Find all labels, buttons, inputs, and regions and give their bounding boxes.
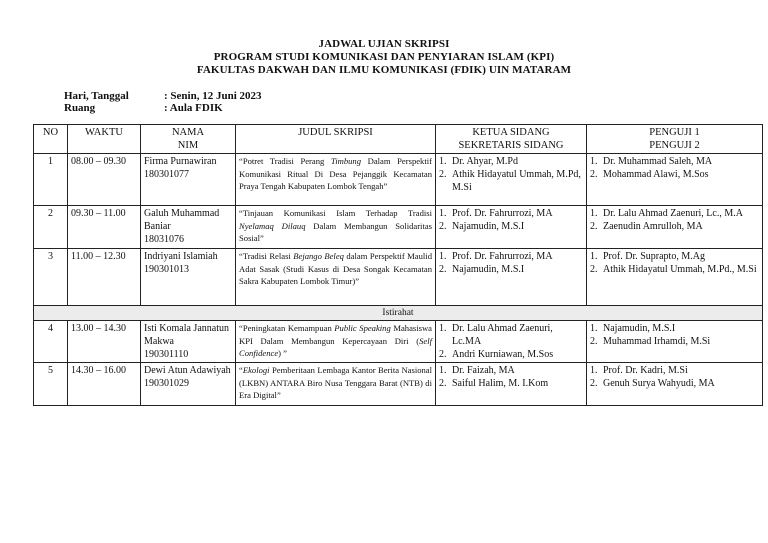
list-number: 2. [590,221,598,232]
meta-room [64,102,223,114]
cell-penguji [587,249,763,306]
cell-no: 5 [34,363,68,406]
list-number: 2. [590,264,598,275]
col-header-penguji1-label: PENGUJI 1 [649,127,700,138]
cell-waktu: 11.00 – 12.30 [68,249,141,306]
cell-sidang-list [439,250,583,276]
sidang-member [439,348,583,361]
judul-text: Mahasiswa KPI Dalam Membangun Kepercayaan Diri ( [239,323,432,346]
judul-italic-term: Nyelamaq Dilauq [239,220,306,231]
list-number: 2. [439,349,447,360]
table-header-row [34,125,763,154]
cell-judul [236,249,436,306]
examiner-text: Mohammad Alawi, M.Sos [603,169,709,180]
list-number: 1. [439,156,447,167]
sidang-member-text: Najamudin, M.S.I [452,264,525,275]
sidang-member [439,168,583,194]
cell-sidang-list [439,207,583,233]
col-header-penguji2-label: PENGUJI 2 [649,140,700,151]
cell-judul [236,154,436,206]
cell-judul [236,321,436,363]
examiner-text: Prof. Dr. Kadri, M.Si [603,365,688,376]
cell-penguji [587,206,763,249]
cell-sidang-list [439,322,583,361]
student-nim: 180301077 [144,169,189,180]
student-name: Firma Purnawiran [144,156,217,167]
sidang-member-text: Andri Kurniawan, M.Sos [452,349,554,360]
student-nim: 18031076 [144,234,184,245]
col-header-judul: JUDUL SKRIPSI [236,125,436,154]
list-number: 1. [590,208,598,219]
table-row [34,363,763,406]
cell-penguji-list [590,207,759,233]
cell-nama-nim [141,321,236,363]
examiner [590,168,759,181]
student-name: Galuh Muhammad Baniar [144,208,220,232]
col-header-nama [141,125,236,154]
judul-text: Dalam Perspektif Komunikasi Ritual Di Desa Pejanggik Kecamatan Praya Tengah Kabupaten Lombok Tengah” [239,156,432,191]
examiner [590,335,759,348]
judul-italic-term: Bejango Beleq [293,251,344,261]
table-row [34,321,763,363]
judul-text: ) ” [278,348,287,358]
list-number: 1. [590,156,598,167]
col-header-waktu: WAKTU [68,125,141,154]
cell-sidang [436,206,587,249]
examiner-text: Dr. Muhammad Saleh, MA [603,156,713,167]
cell-judul [236,363,436,406]
judul-text: “Peningkatan Kemampuan [239,323,335,333]
list-number: 1. [590,323,598,334]
examiner [590,155,759,168]
examiner-text: Dr. Lalu Ahmad Zaenuri, Lc., M.A [603,208,743,219]
cell-nama-nim [141,249,236,306]
doc-subtitle-program: PROGRAM STUDI KOMUNIKASI DAN PENYIARAN ISLAM (KPI) [213,51,555,63]
cell-penguji-list [590,322,759,348]
examiner-text: Genuh Surya Wahyudi, MA [603,378,715,389]
cell-penguji-list [590,250,759,276]
examiner [590,377,759,390]
examiner [590,322,759,335]
cell-no: 1 [34,154,68,206]
col-header-nim-label: NIM [177,140,199,151]
sidang-member-text: Dr. Lalu Ahmad Zaenuri, Lc.MA [452,323,553,347]
student-nim: 190301013 [144,264,189,275]
cell-judul [236,206,436,249]
student-name: Indriyani Islamiah [144,251,218,262]
cell-no: 4 [34,321,68,363]
list-number: 2. [590,169,598,180]
sidang-member-text: Dr. Faizah, MA [452,365,515,376]
sidang-member [439,207,583,220]
sidang-member-text: Athik Hidayatul Ummah, M.Pd, M.Si [452,169,581,193]
cell-sidang [436,363,587,406]
student-nim: 190301029 [144,378,189,389]
judul-text: dalam Perspektif Maulid Adat Sasak (Studi Kasus di Desa Songak Kecamatan Sakra Kabupaten Lombok Timur)” [239,251,432,286]
break-label: Istirahat [34,306,763,321]
cell-penguji [587,363,763,406]
sidang-member-text: Prof. Dr. Fahrurrozi, MA [452,208,553,219]
list-number: 2. [590,378,598,389]
list-number: 1. [439,365,447,376]
cell-nama-nim [141,363,236,406]
list-number: 2. [439,378,447,389]
list-number: 2. [439,264,447,275]
meta-date-value: : Senin, 12 Juni 2023 [164,90,262,102]
cell-sidang-list [439,364,583,390]
judul-italic-term: Timbung [330,156,362,166]
cell-waktu: 13.00 – 14.30 [68,321,141,363]
examiner [590,220,759,233]
col-header-ketua [436,125,587,154]
cell-sidang [436,249,587,306]
examiner-text: Athik Hidayatul Ummah, M.Pd., M.Si [603,264,757,275]
judul-text: “Tinjauan Komunikasi Islam Terhadap Tradisi [239,208,432,218]
student-nim: 190301110 [144,349,189,360]
judul-text: “ [239,365,243,375]
judul-text: “Potret Tradisi Perang [239,156,331,166]
meta-date [64,90,262,102]
sidang-member [439,250,583,263]
cell-penguji [587,154,763,206]
break-row [34,306,763,321]
cell-waktu: 14.30 – 16.00 [68,363,141,406]
sidang-member [439,364,583,377]
examiner [590,364,759,377]
list-number: 1. [439,323,447,334]
cell-no: 3 [34,249,68,306]
list-number: 1. [439,251,447,262]
meta-room-label: Ruang [64,102,96,114]
list-number: 2. [590,336,598,347]
cell-penguji-list [590,364,759,390]
cell-sidang [436,321,587,363]
cell-penguji-list [590,155,759,181]
judul-italic-term: Public Speaking [334,323,391,333]
judul-text: “Tradisi Relasi [239,251,294,261]
meta-date-label: Hari, Tanggal [64,90,129,102]
examiner-text: Prof. Dr. Suprapto, M.Ag [603,251,705,262]
student-name: Isti Komala Jannatun Makwa [144,323,229,347]
examiner-text: Muhammad Irhamdi, M.Si [603,336,711,347]
judul-text: Pemberitaan Lembaga Kantor Berita Nasional (LKBN) ANTARA Biro Nusa Tenggara Barat (NTB) di Era Digital” [239,365,432,400]
judul-italic-term: Ekologi [242,365,270,375]
col-header-nama-label: NAMA [171,127,205,138]
doc-subtitle-faculty: FAKULTAS DAKWAH DAN ILMU KOMUNIKASI (FDIK) UIN MATARAM [196,64,572,76]
sidang-member-text: Prof. Dr. Fahrurrozi, MA [452,251,553,262]
list-number: 2. [439,169,447,180]
cell-waktu: 09.30 – 11.00 [68,206,141,249]
judul-italic-term: Self Confidence [239,335,432,358]
cell-sidang-list [439,155,583,194]
col-header-ketua-label: KETUA SIDANG [472,127,550,138]
col-header-sekretaris-label: SEKRETARIS SIDANG [458,140,564,151]
col-header-no: NO [34,125,68,154]
table-row [34,154,763,206]
meta-room-value: : Aula FDIK [164,102,223,114]
list-number: 2. [439,221,447,232]
sidang-member [439,322,583,348]
sidang-member [439,263,583,276]
sidang-member [439,155,583,168]
sidang-member-text: Dr. Ahyar, M.Pd [452,156,518,167]
sidang-member-text: Najamudin, M.S.I [452,221,525,232]
sidang-member [439,377,583,390]
sidang-member-text: Saiful Halim, M. I.Kom [452,378,549,389]
col-header-penguji [587,125,763,154]
cell-penguji [587,321,763,363]
examiner-text: Najamudin, M.S.I [603,323,676,334]
list-number: 1. [590,251,598,262]
list-number: 1. [590,365,598,376]
table-row [34,249,763,306]
table-row [34,206,763,249]
examiner [590,263,759,276]
cell-no: 2 [34,206,68,249]
list-number: 1. [439,208,447,219]
cell-waktu: 08.00 – 09.30 [68,154,141,206]
sidang-member [439,220,583,233]
cell-nama-nim [141,206,236,249]
cell-sidang [436,154,587,206]
examiner [590,250,759,263]
schedule-table [33,124,763,406]
student-name: Dewi Atun Adawiyah [144,365,231,376]
doc-title: JADWAL UJIAN SKRIPSI [318,38,450,50]
examiner-text: Zaenudin Amrulloh, MA [603,221,703,232]
examiner [590,207,759,220]
judul-text: Dalam Membangun Solidaritas Sosial” [239,220,432,243]
cell-nama-nim [141,154,236,206]
